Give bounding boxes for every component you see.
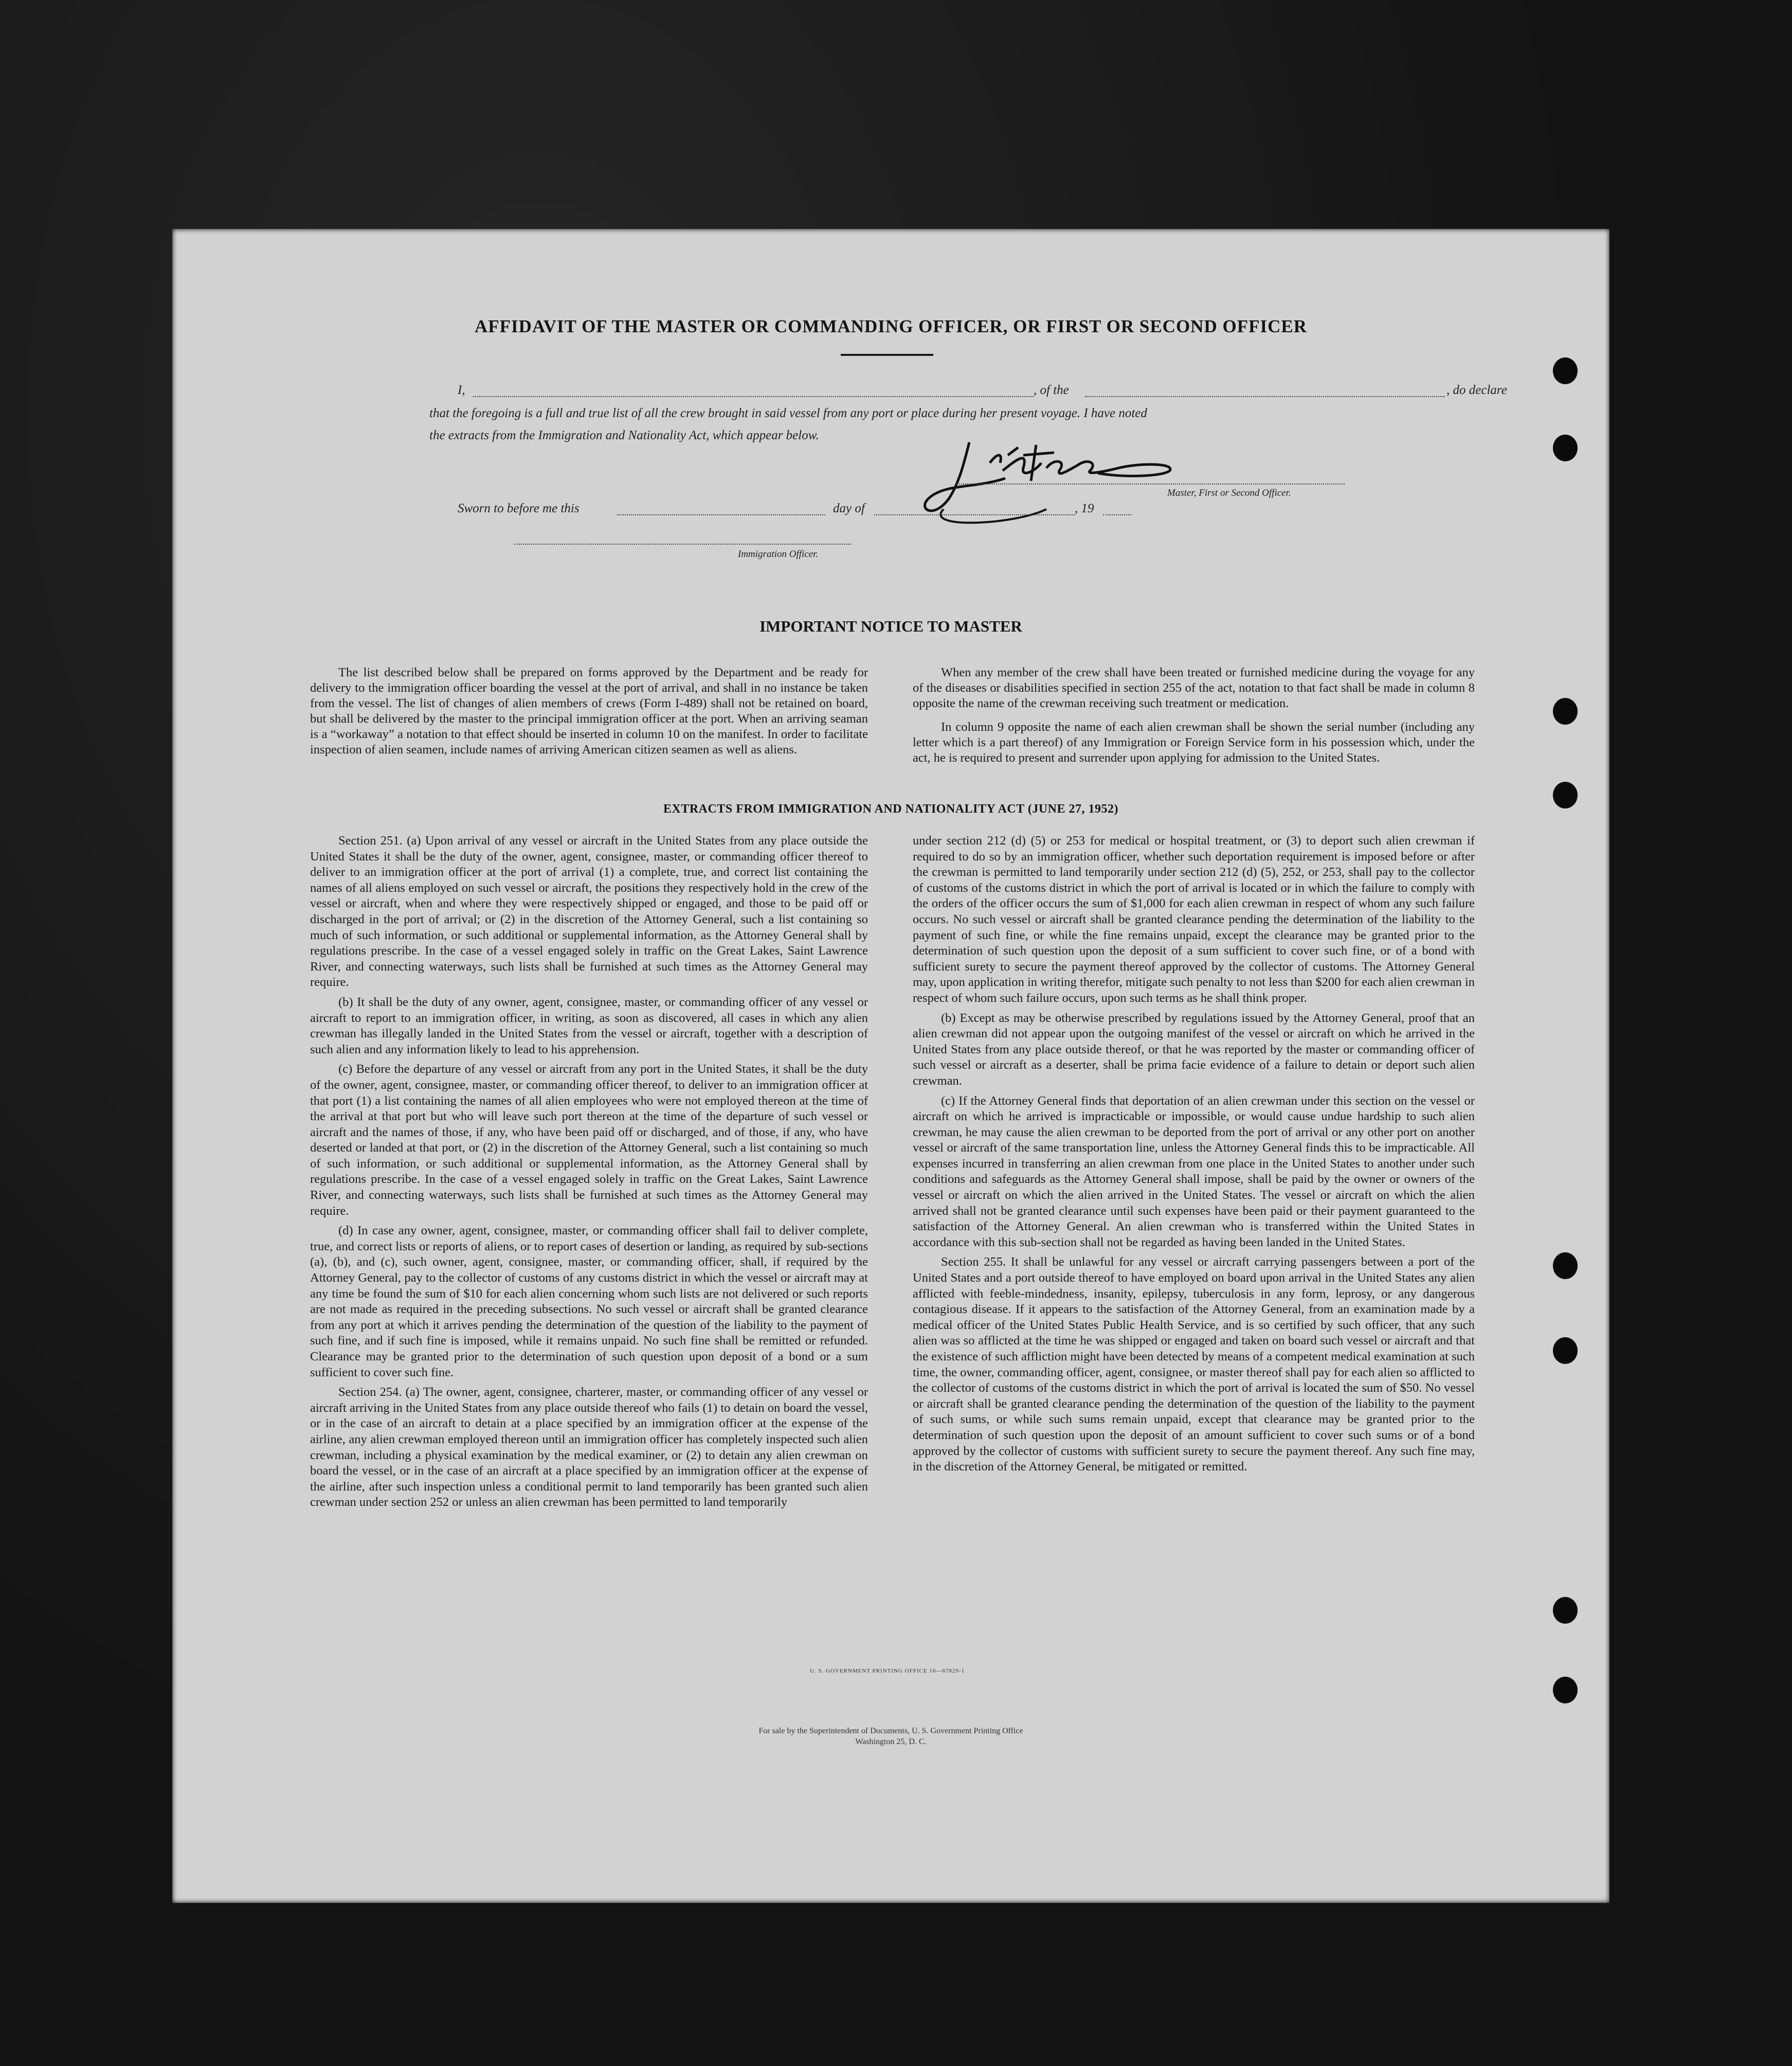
notice-title: IMPORTANT NOTICE TO MASTER — [759, 617, 1022, 635]
day-of-label: day of — [833, 501, 865, 515]
punch-hole — [1553, 698, 1578, 725]
extracts-left-column — [310, 833, 868, 1511]
punch-hole — [1553, 1677, 1578, 1703]
section-254-a-cont: under section 212 (d) (5) or 253 for medical or hospital treatment, or (3) to deport such alien crewman if required to do so by an immigration officer, whether such deportation requirement is imposed before or after the crewman is permitted to land temporarily under section 212 (d) (5), 252, or 253, shall pay to the collector of customs of the customs district in which the port of arrival is located or in which the failure to comply with the orders of the officer occurs the sum of $1,000 for each alien crewman in respect of whom any such failure occurs. No such vessel or aircraft shall be granted clearance pending the determination of the liability to the payment of such fine, or while the fine remains unpaid, except the clearance may be granted prior to the determination of such question upon the deposit of a sum sufficient to cover such fine, or of a bond with sufficient surety to secure the payment thereof approved by the collector of customs. The Attorney General may, upon application in writing therefor, mitigate such penalty to not less than $200 for each alien crewman in respect of whom such failure occurs, upon such terms as he shall think proper. — [913, 834, 1475, 1005]
year-label: , 19 — [1075, 501, 1094, 515]
notice-right-paragraph-2: In column 9 opposite the name of each alien crewman shall be shown the serial number (including any letter which is a part thereof) of any Immigration or Foreign Service form in his possession which, under the act, he is required to present and surrender upon applying for admission to the United States. — [913, 720, 1475, 765]
punch-hole — [1553, 1252, 1578, 1279]
footer-line-1: For sale by the Superintendent of Documents, U. S. Government Printing Office — [758, 1727, 1023, 1735]
vessel-blank — [1085, 396, 1445, 397]
extracts-right-column — [913, 833, 1475, 1475]
document-page — [172, 229, 1609, 1903]
year-blank — [1103, 514, 1131, 515]
master-caption: Master, First or Second Officer. — [1167, 488, 1291, 498]
affidavit-line2: that the foregoing is a full and true list of all the crew brought in said vessel from any port or place during her present voyage. I have noted — [429, 406, 1147, 420]
officer-caption: Immigration Officer. — [738, 549, 819, 560]
footer-line-2: Washington 25, D. C. — [855, 1737, 927, 1746]
notice-right-paragraph-1: When any member of the crew shall have been treated or furnished medicine during the voyage for any of the diseases or disabilities specified in section 255 of the act, notation to that fact shall be made in column 8 opposite the name of the crewman receiving such treatment or medication. — [913, 666, 1475, 710]
section-251-b: (b) It shall be the duty of any owner, agent, consignee, master, or commanding officer of any vessel or aircraft to report to an immigration officer, in writing, as soon as discovered, all cases in which any alien crewman has illegally landed in the United States from the vessel or aircraft, together with a description of such alien and any information likely to lead to his apprehension. — [310, 995, 868, 1056]
extracts-title: EXTRACTS FROM IMMIGRATION AND NATIONALITY ACT (JUNE 27, 1952) — [663, 802, 1118, 816]
title-rule — [841, 354, 933, 356]
sworn-day-blank — [617, 514, 825, 515]
gpo-imprint: U. S. GOVERNMENT PRINTING OFFICE 16—67829-1 — [810, 1668, 965, 1674]
sworn-label: Sworn to before me this — [458, 501, 580, 515]
section-251-d: (d) In case any owner, agent, consignee, master, or commanding officer shall fail to deliver complete, true, and correct lists or reports of aliens, or to report cases of desertion or landing, as required by sub-sections (a), (b), and (c), such owner, agent, consignee, master, or commanding officer, shall, if required by the Attorney General, pay to the collector of customs of any customs district in which the vessel or aircraft may at any time be found the sum of $10 for each alien concerning whom such lists are not delivered or such reports are not made as required in the preceding subsections. No such vessel or aircraft shall be granted clearance from any port at which it arrives pending the determination of the question of the liability to the payment of such fine, and if such fine is imposed, while it remains unpaid. No such fine shall be remitted or refunded. Clearance may be granted prior to the determination of such question upon deposit of a bond or a sum sufficient to cover such fine. — [310, 1224, 868, 1379]
affidavit-declare: , do declare — [1446, 383, 1507, 397]
section-254-a: Section 254. (a) The owner, agent, consignee, charterer, master, or commanding officer of any vessel or aircraft arriving in the United States from any place outside thereof who fails (1) to detain on board the vessel, or in the case of an aircraft to detain at a place specified by an immigration officer at the expense of the airline, any alien crewman employed thereon until an immigration officer has completely inspected such alien crewman, including a physical examination by the medical examiner, or (2) to detain any alien crewman on board the vessel, or in the case of an aircraft at a place specified by an immigration officer at the expense of the airline, after such inspection unless a conditional permit to land temporarily has been granted such alien crewman under section 252 or unless an alien crewman has been permitted to land temporarily — [310, 1385, 868, 1510]
section-254-b: (b) Except as may be otherwise prescribed by regulations issued by the Attorney General, proof that an alien crewman did not appear upon the outgoing manifest of the vessel or aircraft on which he arrived in the United States from any place outside thereof, or that he was reported by the master or commanding officer of such vessel or aircraft as a deserter, shall be prima facie evidence of a failure to detain or deport such alien crewman. — [913, 1011, 1475, 1088]
section-254-c: (c) If the Attorney General finds that deportation of an alien crewman under this section on the vessel or aircraft on which he arrived is impracticable or impossible, or would cause undue hardship to such alien crewman, he may cause the alien crewman to be deported from the port of arrival or any other port on another vessel or aircraft of the same transportation line, unless the Attorney General finds this to be impracticable. All expenses incurred in transferring an alien crewman from one place in the United States to another under such conditions and safeguards as the Attorney General shall impose, shall be paid by the owner or owners of the vessel or aircraft on which the alien arrived in the United States. The vessel or aircraft on which the alien arrived shall not be granted clearance until such expenses have been paid or their payment guaranteed to the satisfaction of the Attorney General. An alien crewman who is transferred within the United States in accordance with this sub-section shall not be regarded as having been landed in the United States. — [913, 1093, 1475, 1249]
notice-left-column — [310, 665, 868, 766]
officer-signature-line — [514, 544, 851, 545]
notice-left-paragraph: The list described below shall be prepared on forms approved by the Department and be ready for delivery to the immigration officer boarding the vessel at the port of arrival, and shall in no instance be taken from the vessel. The list of changes of alien members of crews (Form I-489) shall not be retained on board, but shall be delivered by the master to the principal immigration officer at the port. When an arriving seaman is a “workaway” a notation to that effect should be inserted in column 10 on the manifest. In order to facilitate inspection of alien seamen, include names of arriving American citizen seamen as well as aliens. — [310, 666, 868, 757]
punch-hole — [1553, 357, 1578, 384]
affidavit-line3: the extracts from the Immigration and Nationality Act, which appear below. — [429, 428, 819, 442]
section-255: Section 255. It shall be unlawful for any vessel or aircraft carrying passengers between a port of the United States and a port outside thereof to have employed on board upon arrival in the United States any alien afflicted with feeble-mindedness, insanity, epilepsy, tuberculosis in any form, leprosy, or any dangerous contagious disease. If it appears to the satisfaction of the Attorney General, from an examination made by a medical officer of the United States Public Health Service, and is so certified by such officer, that any such alien was so afflicted at the time he was shipped or engaged and taken on board such vessel or aircraft and that the existence of such affliction might have been detected by means of a competent medical examination at such time, the owner, commanding officer, agent, consignee, or master thereof shall pay for each alien so afflicted to the collector of customs of the customs district in which the port of arrival is located the sum of $50. No vessel or aircraft shall be granted clearance pending the determination of the question of the liability to the payment of such sums, or while such sums remain unpaid, except that clearance may be granted prior to the determination of such question upon the deposit of an amount sufficient to cover such sums or of a bond approved by the collector of customs with sufficient surety to secure the payment thereof. Any such fine may, in the discretion of the Attorney General, be mitigated or remitted. — [913, 1255, 1475, 1474]
punch-hole — [1553, 435, 1578, 461]
punch-hole — [1553, 1597, 1578, 1624]
punch-hole — [1553, 1337, 1578, 1364]
month-blank — [874, 514, 1075, 515]
affidavit-of-the: , of the — [1034, 383, 1069, 397]
affidavit-title: AFFIDAVIT OF THE MASTER OR COMMANDING OFFICER, OR FIRST OR SECOND OFFICER — [475, 316, 1307, 336]
affidavit-i: I, — [458, 383, 465, 397]
footer — [172, 1726, 1609, 1747]
notice-right-column — [913, 665, 1475, 774]
section-251-c: (c) Before the departure of any vessel or aircraft from any port in the United States, it shall be the duty of the owner, agent, consignee, master, or commanding officer thereof, to deliver to an immigration officer at that port (1) a list containing the names of all alien employees who were not employed thereon at the time of the arrival at that port but who will leave such port thereon at the time of the departure of such vessel or aircraft and the names of those, if any, who have been paid off or discharged, and of those, if any, who have deserted or landed at that port, or (2) in the discretion of the Attorney General, such a list containing so much of such information, or such additional or supplemental information, as the Attorney General shall by regulations prescribe. In the case of a vessel engaged solely in traffic on the Great Lakes, Saint Lawrence River, and connecting waterways, such lists shall be furnished at such times as the Attorney General may require. — [310, 1062, 868, 1218]
master-signature-line — [956, 483, 1345, 484]
section-251-a: Section 251. (a) Upon arrival of any vessel or aircraft in the United States from any place outside the United States it shall be the duty of the owner, agent, consignee, master, or commanding officer thereof to deliver to an immigration officer at the port of arrival (1) a complete, true, and correct list containing the names of all aliens employed on such vessel or aircraft, the positions they respectively hold in the crew of the vessel or aircraft, when and where they were respectively shipped or engaged, and those to be paid off or discharged in the port of arrival; or (2) in the discretion of the Attorney General, such a list containing so much of such information, or such additional or supplemental information, as the Attorney General shall by regulations prescribe. In the case of a vessel engaged solely in traffic on the Great Lakes, Saint Lawrence River, and connecting waterways, such lists shall be furnished at such times as the Attorney General may require. — [310, 834, 868, 990]
name-blank — [473, 396, 1034, 397]
